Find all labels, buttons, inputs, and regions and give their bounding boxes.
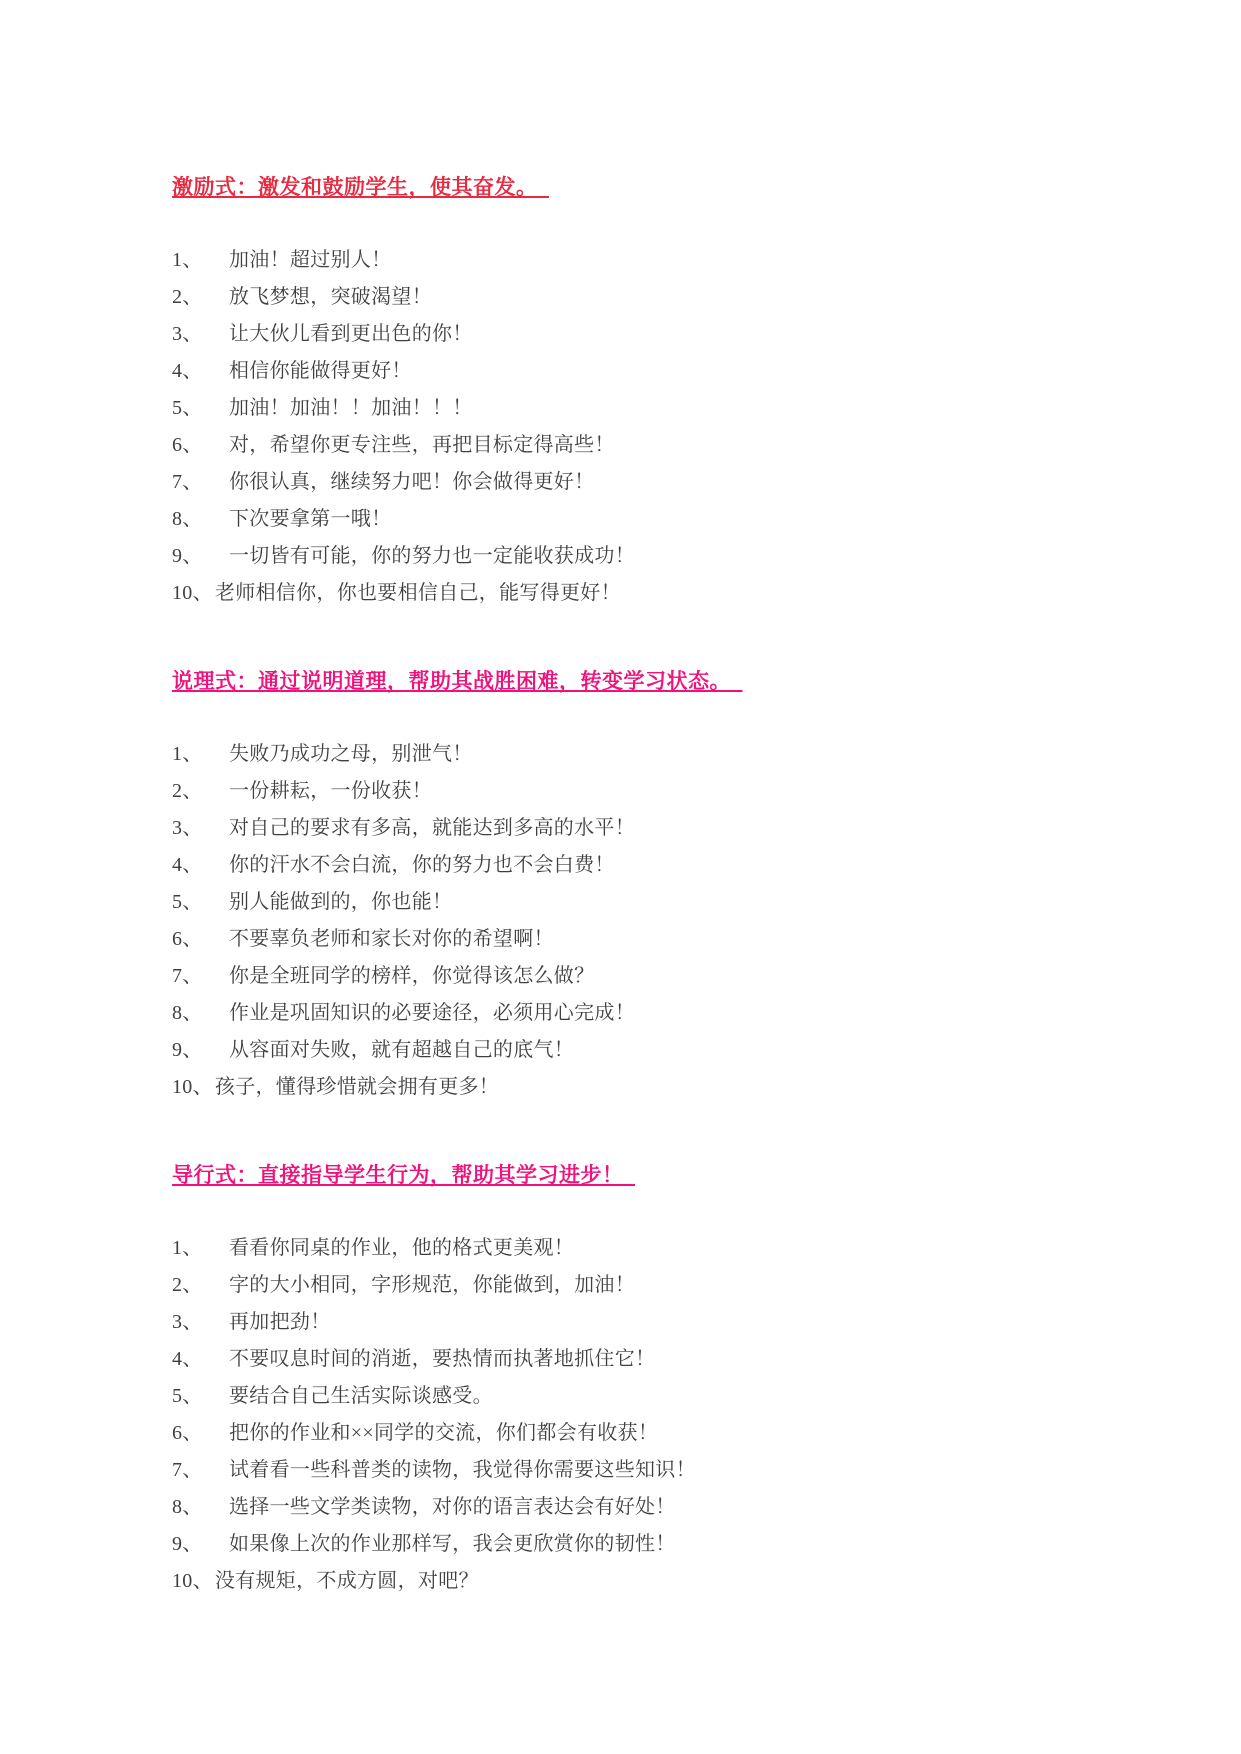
item-text: 不要辜负老师和家长对你的希望啊！ [229, 928, 554, 950]
item-text: 加油！超过别人！ [229, 249, 392, 271]
list-item [172, 1032, 1121, 1069]
item-text: 从容面对失败，就有超越自己的底气！ [229, 1039, 575, 1061]
item-number: 3、 [172, 1311, 203, 1333]
item-number: 3、 [172, 817, 203, 839]
item-text: 你很认真，继续努力吧！你会做得更好！ [229, 471, 595, 493]
item-number: 9、 [172, 545, 203, 567]
item-text: 要结合自己生活实际谈感受。 [229, 1385, 493, 1407]
item-number: 2、 [172, 286, 203, 308]
item-text: 加油！加油！！加油！！！ [229, 397, 473, 419]
item-number: 4、 [172, 854, 203, 876]
item-number: 7、 [172, 1459, 203, 1481]
list-item [172, 427, 1121, 464]
comment-list [172, 242, 1121, 612]
item-text: 放飞梦想，突破渴望！ [229, 286, 432, 308]
list-item [172, 316, 1121, 353]
list-item [172, 1452, 1121, 1489]
item-number: 7、 [172, 471, 203, 493]
list-item [172, 995, 1121, 1032]
list-item [172, 353, 1121, 390]
list-item [172, 773, 1121, 810]
item-text: 看看你同桌的作业，他的格式更美观！ [229, 1237, 575, 1259]
item-text: 把你的作业和××同学的交流，你们都会有收获！ [229, 1422, 659, 1444]
list-item [172, 538, 1121, 575]
list-item [172, 1378, 1121, 1415]
item-text: 孩子，懂得珍惜就会拥有更多！ [214, 1076, 500, 1098]
list-item [172, 921, 1121, 958]
item-number: 4、 [172, 1348, 203, 1370]
item-text: 失败乃成功之母，别泄气！ [229, 743, 473, 765]
list-item [172, 390, 1121, 427]
item-number: 10、 [172, 1570, 213, 1592]
item-number: 6、 [172, 1422, 203, 1444]
item-text: 字的大小相同，字形规范，你能做到，加油！ [229, 1274, 635, 1296]
list-item [172, 242, 1121, 279]
comment-list [172, 1230, 1121, 1600]
section-heading: 激励式：激发和鼓励学生，使其奋发。 [172, 175, 538, 199]
section-heading: 导行式：直接指导学生行为，帮助其学习进步！ [172, 1163, 624, 1187]
item-number: 5、 [172, 1385, 203, 1407]
item-number: 9、 [172, 1533, 203, 1555]
item-text: 再加把劲！ [229, 1311, 331, 1333]
item-number: 7、 [172, 965, 203, 987]
list-item [172, 1267, 1121, 1304]
item-text: 作业是巩固知识的必要途径，必须用心完成！ [229, 1002, 635, 1024]
section-heading: 说理式：通过说明道理，帮助其战胜困难，转变学习状态。 [172, 669, 731, 693]
list-item [172, 1526, 1121, 1563]
list-item [172, 501, 1121, 538]
item-number: 10、 [172, 582, 213, 604]
list-item [172, 575, 1121, 612]
list-item [172, 1304, 1121, 1341]
item-text: 让大伙儿看到更出色的你！ [229, 323, 473, 345]
item-text: 你是全班同学的榜样，你觉得该怎么做？ [229, 965, 595, 987]
item-text: 没有规矩，不成方圆，对吧？ [214, 1570, 479, 1592]
item-text: 老师相信你，你也要相信自己，能写得更好！ [214, 582, 621, 604]
list-item [172, 279, 1121, 316]
list-item [172, 464, 1121, 501]
item-number: 8、 [172, 1002, 203, 1024]
item-text: 如果像上次的作业那样写，我会更欣赏你的韧性！ [229, 1533, 676, 1555]
list-item [172, 1230, 1121, 1267]
list-item [172, 1415, 1121, 1452]
item-number: 1、 [172, 249, 203, 271]
list-item [172, 1069, 1121, 1106]
list-item [172, 1563, 1121, 1600]
item-number: 9、 [172, 1039, 203, 1061]
comment-section [172, 666, 1121, 1106]
item-number: 5、 [172, 397, 203, 419]
item-text: 你的汗水不会白流，你的努力也不会白费！ [229, 854, 615, 876]
list-item [172, 1341, 1121, 1378]
list-item [172, 1489, 1121, 1526]
item-number: 8、 [172, 1496, 203, 1518]
item-number: 3、 [172, 323, 203, 345]
item-number: 2、 [172, 780, 203, 802]
item-text: 下次要拿第一哦！ [229, 508, 392, 530]
comment-list [172, 736, 1121, 1106]
list-item [172, 847, 1121, 884]
item-text: 对，希望你更专注些，再把目标定得高些！ [229, 434, 615, 456]
document-content [172, 172, 1121, 1600]
comment-section [172, 1160, 1121, 1600]
item-number: 5、 [172, 891, 203, 913]
item-number: 2、 [172, 1274, 203, 1296]
item-text: 试着看一些科普类的读物，我觉得你需要这些知识！ [229, 1459, 696, 1481]
item-number: 8、 [172, 508, 203, 530]
item-number: 6、 [172, 434, 203, 456]
list-item [172, 736, 1121, 773]
list-item [172, 810, 1121, 847]
comment-section [172, 172, 1121, 612]
item-text: 不要叹息时间的消逝，要热情而执著地抓住它！ [229, 1348, 656, 1370]
item-text: 相信你能做得更好！ [229, 360, 412, 382]
list-item [172, 958, 1121, 995]
list-item [172, 884, 1121, 921]
item-text: 一切皆有可能，你的努力也一定能收获成功！ [229, 545, 635, 567]
item-text: 一份耕耘，一份收获！ [229, 780, 432, 802]
item-number: 1、 [172, 1237, 203, 1259]
item-number: 1、 [172, 743, 203, 765]
item-text: 选择一些文学类读物，对你的语言表达会有好处！ [229, 1496, 676, 1518]
item-number: 6、 [172, 928, 203, 950]
item-number: 10、 [172, 1076, 213, 1098]
item-number: 4、 [172, 360, 203, 382]
item-text: 对自己的要求有多高，就能达到多高的水平！ [229, 817, 635, 839]
item-text: 别人能做到的，你也能！ [229, 891, 453, 913]
